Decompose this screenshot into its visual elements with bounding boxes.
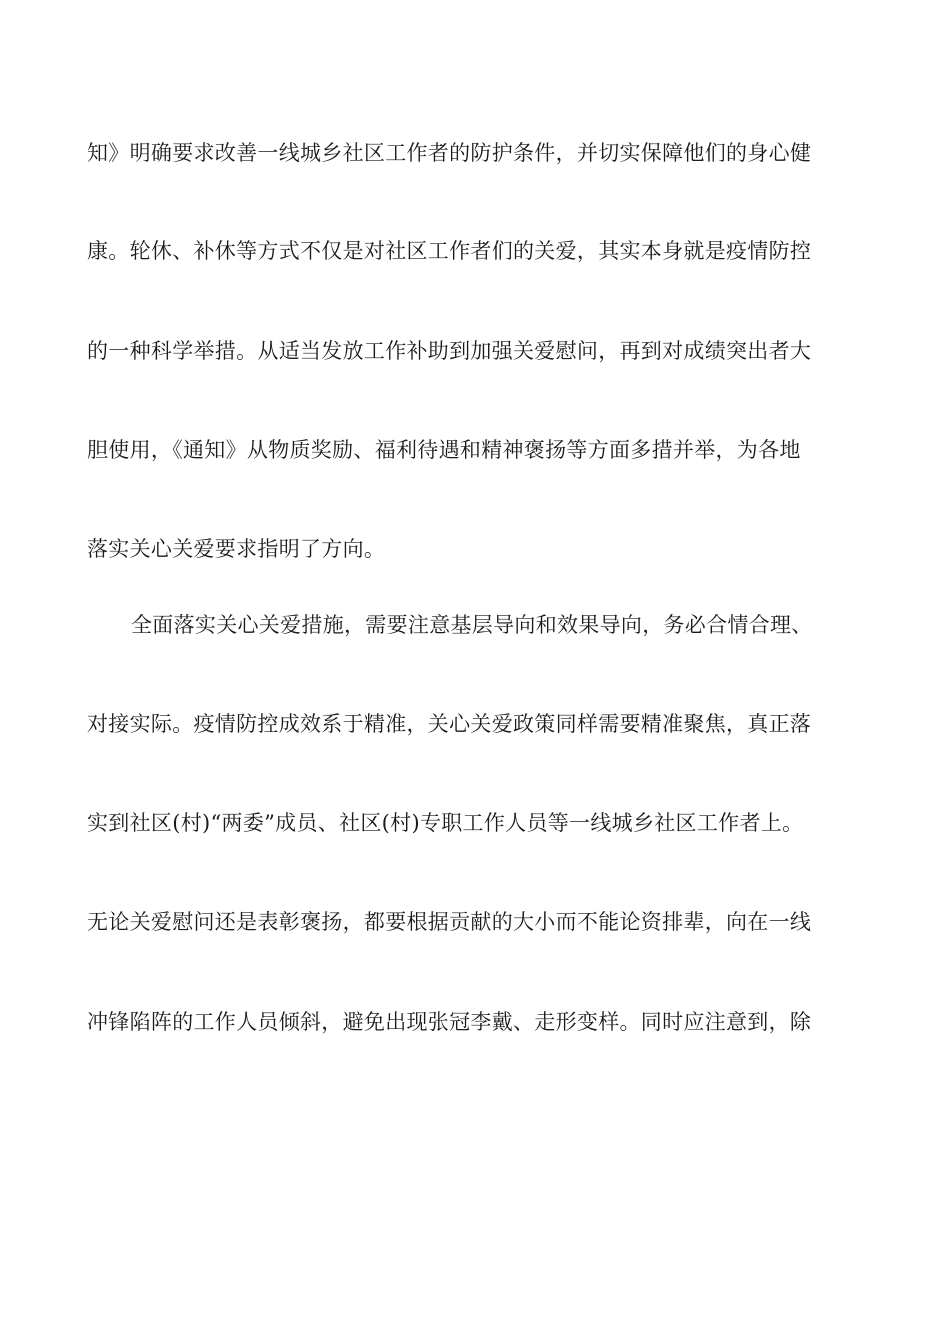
paragraph-line: 无论关爱慰问还是表彰褒扬，都要根据贡献的大小而不能论资排辈，向在一线 [87,910,812,934]
paragraph-line: 落实关心关爱要求指明了方向。 [87,537,386,561]
paragraph-line: 康。轮休、补休等方式不仅是对社区工作者们的关爱，其实本身就是疫情防控 [87,239,812,263]
paragraph-line: 对接实际。疫情防控成效系于精准，关心关爱政策同样需要精准聚焦，真正落 [87,712,812,736]
paragraph-line: 的一种科学举措。从适当发放工作补助到加强关爱慰问，再到对成绩突出者大 [87,339,812,363]
paragraph-line: 全面落实关心关爱措施，需要注意基层导向和效果导向，务必合情合理、 [131,613,813,637]
paragraph-line: 实到社区(村)“两委”成员、社区(村)专职工作人员等一线城乡社区工作者上。 [87,811,804,835]
paragraph-line: 知》明确要求改善一线城乡社区工作者的防护条件，并切实保障他们的身心健 [87,141,812,165]
paragraph-line: 胆使用，《通知》从物质奖励、福利待遇和精神褒扬等方面多措并举，为各地 [87,438,801,462]
paragraph-line: 冲锋陷阵的工作人员倾斜，避免出现张冠李戴、走形变样。同时应注意到，除 [87,1010,812,1034]
